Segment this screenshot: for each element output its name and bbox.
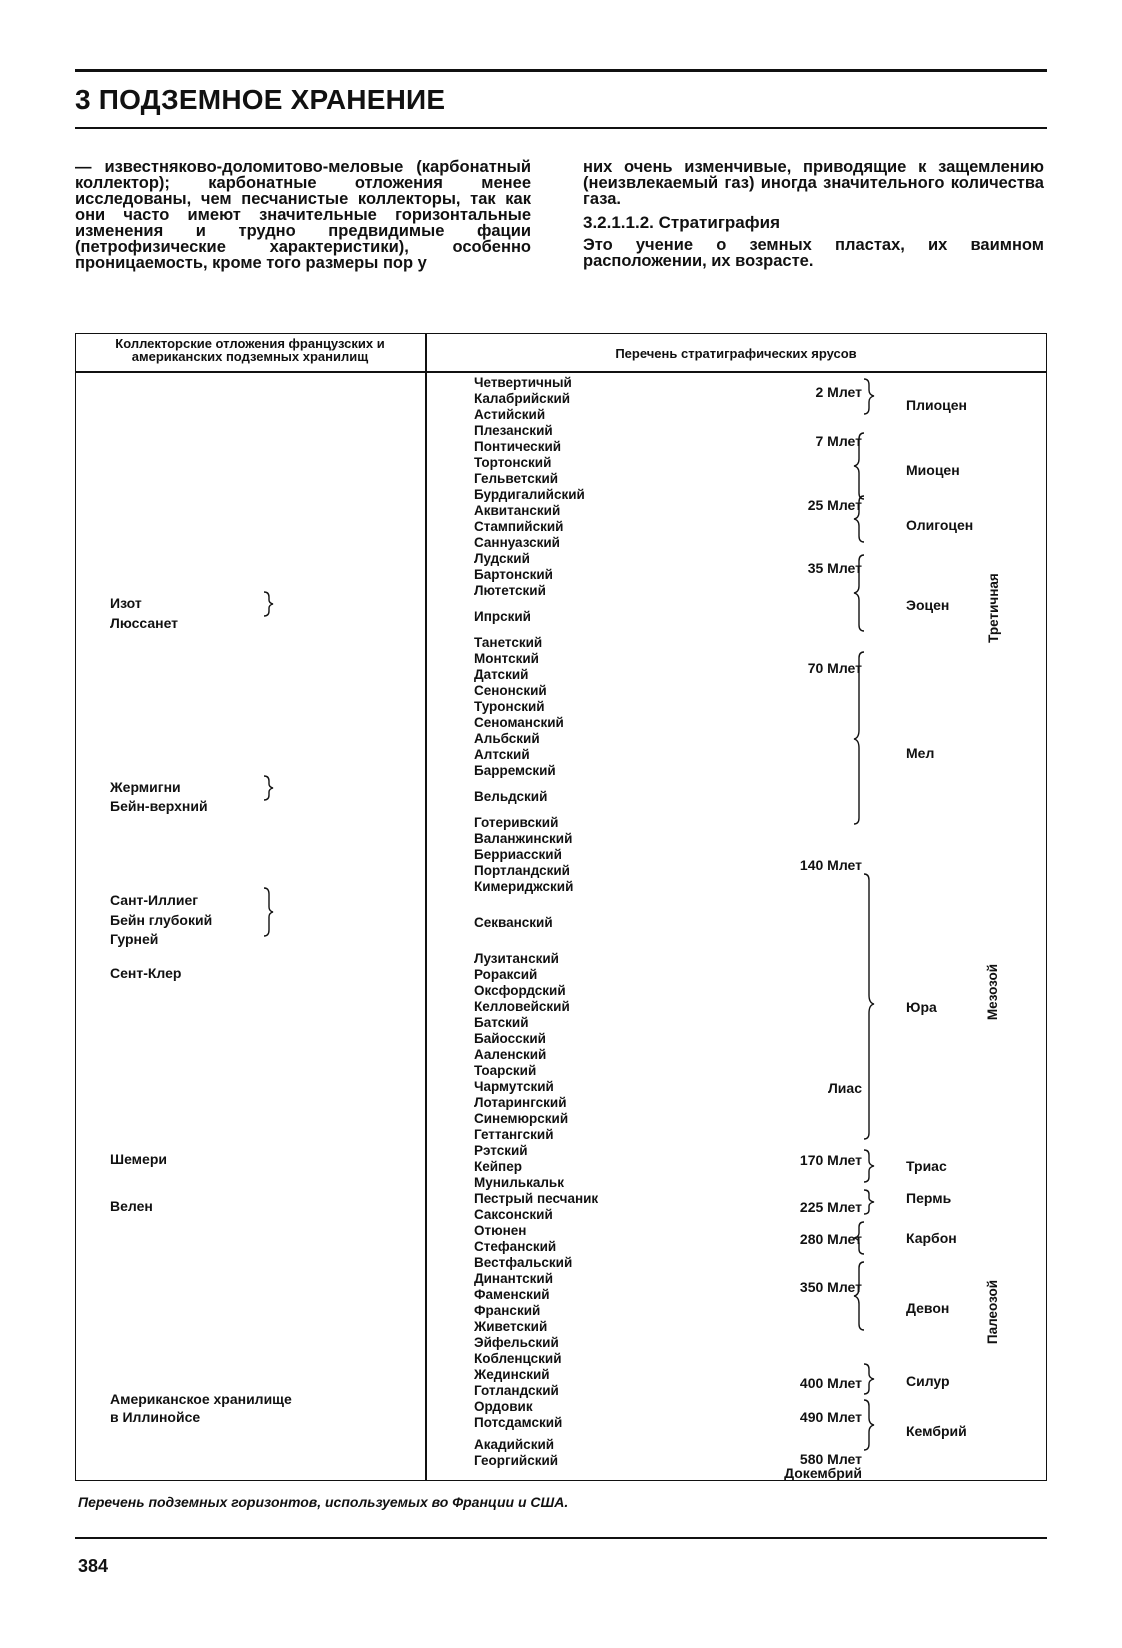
stage-item: Готландский (474, 1383, 559, 1398)
reservoir-item: Сант-Иллиег (110, 892, 199, 908)
stage-item: Готеривский (474, 815, 559, 830)
brace-cretaceous (854, 652, 864, 824)
brace-pliocene (864, 379, 874, 414)
era-label: Мезозой (985, 963, 1000, 1021)
stage-item: Лудский (474, 551, 530, 566)
stage-item: Бартонский (474, 567, 553, 582)
chapter-title: 3 ПОДЗЕМНОЕ ХРАНЕНИЕ (75, 84, 446, 115)
stage-item: Чармутский (474, 1079, 554, 1094)
period-label: Карбон (906, 1230, 957, 1246)
stage-item: Акадийский (474, 1437, 555, 1452)
stage-item: Туронский (474, 699, 545, 714)
stage-item: Альбский (474, 731, 540, 746)
period-label: Плиоцен (906, 397, 967, 413)
stage-item: Монтский (474, 651, 539, 666)
stage-item: Алтский (474, 747, 530, 762)
table-header-right: Перечень стратиграфических ярусов (615, 346, 857, 361)
stage-item: Мунилькальк (474, 1175, 564, 1190)
stage-item: Саксонский (474, 1207, 553, 1222)
stage-item: Аквитанский (474, 503, 561, 518)
brace-miocene (854, 433, 864, 499)
stage-item: Берриасский (474, 847, 562, 862)
stage-item: Портландский (474, 863, 570, 878)
section-heading: 3.2.1.1.2. Стратиграфия (583, 213, 780, 232)
period-label: Силур (906, 1373, 950, 1389)
age-label: 400 Млет (799, 1375, 862, 1391)
stage-item: Бурдигалийский (474, 487, 585, 502)
reservoir-item: Велен (110, 1198, 153, 1214)
brace-oligocene (854, 496, 864, 542)
stage-item: Стефанский (474, 1239, 557, 1254)
age-label: Лиас (827, 1080, 862, 1096)
stage-item: Лузитанский (474, 951, 559, 966)
stage-item: Байосский (474, 1031, 546, 1046)
age-label: 580 Млет (799, 1451, 862, 1467)
stage-item: Жединский (474, 1367, 550, 1382)
brace-silurian (864, 1364, 874, 1394)
right-paragraph-2: Это учение о земных пластах, их ваимном расположении, их возрасте. (583, 236, 1044, 270)
reservoir-item: Гурней (110, 931, 159, 947)
period-label: Юра (906, 999, 937, 1015)
stage-item: Кимериджский (474, 879, 574, 894)
stage-item: Оксфордский (474, 983, 566, 998)
footer-rule (75, 1537, 1047, 1539)
stage-item: Танетский (474, 635, 543, 650)
age-label: 350 Млет (799, 1279, 862, 1295)
brace-carboniferous (854, 1222, 864, 1254)
age-label: 35 Млет (807, 560, 862, 576)
stage-item: Живетский (474, 1319, 548, 1334)
reservoir-item: Бейн-верхний (110, 798, 208, 814)
stage-item: Понтический (474, 439, 562, 454)
stage-item: Кейпер (474, 1159, 522, 1174)
period-label: Пермь (906, 1190, 952, 1206)
stage-item: Астийский (474, 407, 546, 422)
stage-item: Рэтский (474, 1143, 528, 1158)
stage-item: Четвертичный (474, 375, 572, 390)
age-label: 170 Млет (799, 1152, 862, 1168)
stage-item: Динантский (474, 1271, 554, 1286)
stage-item: Ипрский (474, 609, 531, 624)
brace-devonian (854, 1262, 864, 1330)
stage-item: Ааленский (474, 1047, 547, 1062)
stage-item: Датский (474, 667, 529, 682)
stage-item: Плезанский (474, 423, 553, 438)
period-label: Триас (906, 1158, 947, 1174)
stage-item: Валанжинский (474, 831, 573, 846)
stage-item: Келловейский (474, 999, 570, 1014)
stage-item: Лютетский (474, 583, 546, 598)
stage-item: Секванский (474, 915, 553, 930)
stage-item: Сенонский (474, 683, 547, 698)
stage-item: Тоарский (474, 1063, 537, 1078)
stage-item: Рораксий (474, 967, 538, 982)
age-label: 25 Млет (807, 497, 862, 513)
period-label: Эоцен (906, 597, 950, 613)
stage-item: Фаменский (474, 1287, 550, 1302)
stage-item: Кобленцский (474, 1351, 562, 1366)
right-paragraph-1: них очень изменчивые, приводящие к защемлению (неизвлекаемый газ) иногда значительного количества газа. (583, 158, 1044, 208)
period-label: Кембрий (906, 1423, 967, 1439)
stage-item: Вельдский (474, 789, 548, 804)
age-label: 2 Млет (815, 384, 862, 400)
brace-eocene (854, 555, 864, 631)
stage-item: Пестрый песчаник (474, 1191, 599, 1206)
stage-item: Гельветский (474, 471, 559, 486)
reservoir-item: Бейн глубокий (110, 912, 213, 928)
brace-cambrian (864, 1400, 874, 1450)
brace-res-2 (264, 776, 273, 800)
stage-item: Вестфальский (474, 1255, 573, 1270)
period-label: Девон (906, 1300, 950, 1316)
age-label: Докембрий (784, 1465, 862, 1481)
stage-item: Эйфельский (474, 1335, 559, 1350)
era-label: Третичная (986, 573, 1001, 643)
age-label: 490 Млет (799, 1409, 862, 1425)
age-label: 70 Млет (807, 660, 862, 676)
period-label: Миоцен (906, 462, 960, 478)
stage-item: Ордовик (474, 1399, 533, 1414)
stage-item: Саннуазский (474, 535, 560, 550)
reservoir-item: Люссанет (110, 615, 179, 631)
reservoir-item: Жермигни (110, 779, 181, 795)
stage-item: Синемюрский (474, 1111, 569, 1126)
stage-item: Георгийский (474, 1453, 559, 1468)
age-label: 280 Млет (799, 1231, 862, 1247)
stage-item: Сеноманский (474, 715, 564, 730)
left-paragraph: — известняково-доломитово-меловые (карбонатный коллектор); карбонатные отложения менее исследованы, чем песчанистые коллекторы, так как они часто имеют значительные горизонтальные изменения и трудно предвидимые фации (петрофизические характеристики), особенно проницаемость, кроме того размеры пор у (75, 158, 531, 272)
reservoir-item: Шемери (110, 1151, 167, 1167)
brace-triassic (864, 1150, 874, 1182)
stage-item: Потсдамский (474, 1415, 563, 1430)
stage-item: Отюнен (474, 1223, 527, 1238)
brace-jurassic (864, 874, 874, 1139)
age-label: 140 Млет (799, 857, 862, 873)
stage-item: Барремский (474, 763, 556, 778)
brace-permian (864, 1190, 874, 1214)
reservoir-item: Американское хранилище (110, 1391, 292, 1407)
table-header-left: Коллекторские отложения французских и американских подземных хранилищ (115, 336, 385, 364)
brace-res-3 (264, 888, 273, 936)
period-label: Мел (906, 745, 935, 761)
reservoir-item: Изот (110, 595, 142, 611)
stage-item: Стампийский (474, 519, 564, 534)
reservoir-item: в Иллинойсе (110, 1409, 201, 1425)
page-number: 384 (78, 1556, 109, 1576)
period-label: Олигоцен (906, 517, 974, 533)
age-label: 7 Млет (815, 433, 862, 449)
brace-res-1 (264, 592, 273, 616)
stage-item: Тортонский (474, 455, 552, 470)
table-caption: Перечень подземных горизонтов, используемых во Франции и США. (78, 1494, 569, 1510)
age-label: 225 Млет (799, 1199, 862, 1215)
era-label: Палеозой (985, 1279, 1000, 1345)
stage-item: Геттангский (474, 1127, 554, 1142)
stage-item: Батский (474, 1015, 529, 1030)
stage-item: Франский (474, 1303, 541, 1318)
stage-item: Лотарингский (474, 1095, 567, 1110)
stage-item: Калабрийский (474, 391, 571, 406)
reservoir-item: Сент-Клер (110, 965, 182, 981)
